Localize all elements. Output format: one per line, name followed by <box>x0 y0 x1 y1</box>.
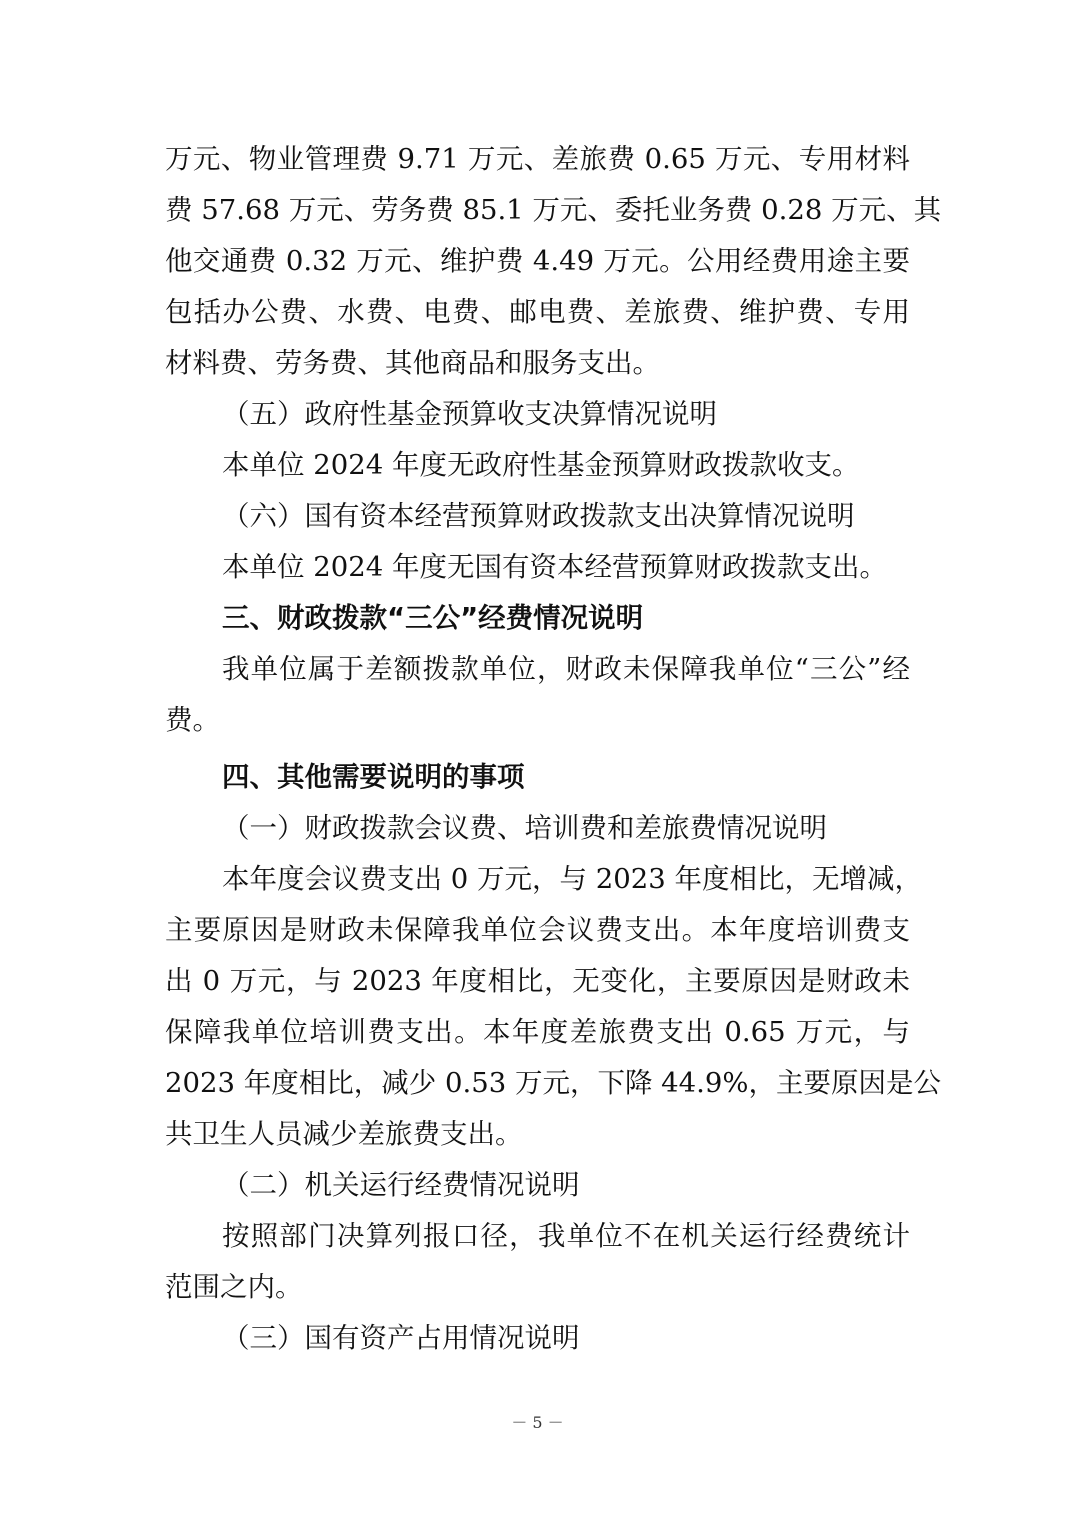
section-heading-3: （三）国有资产占用情况说明 <box>222 1322 580 1354</box>
paragraph-line: 保障我单位培训费支出。本年度差旅费支出 0.65 万元，与 <box>165 1016 910 1048</box>
section-heading-1: （一）财政拨款会议费、培训费和差旅费情况说明 <box>222 812 827 844</box>
paragraph-line: 材料费、劳务费、其他商品和服务支出。 <box>165 347 660 379</box>
section-heading-5: （五）政府性基金预算收支决算情况说明 <box>222 398 717 430</box>
main-heading-3: 三、财政拨款“三公”经费情况说明 <box>222 602 644 634</box>
paragraph-line: 范围之内。 <box>165 1271 303 1303</box>
paragraph-line: 费 57.68 万元、劳务费 85.1 万元、委托业务费 0.28 万元、其 <box>165 194 942 226</box>
paragraph-line: 他交通费 0.32 万元、维护费 4.49 万元。公用经费用途主要 <box>165 245 910 277</box>
paragraph-line: 包括办公费、水费、电费、邮电费、差旅费、维护费、专用 <box>165 296 910 328</box>
section-heading-2: （二）机关运行经费情况说明 <box>222 1169 580 1201</box>
paragraph-line: 费。 <box>165 704 220 736</box>
paragraph-line: 出 0 万元，与 2023 年度相比，无变化，主要原因是财政未 <box>165 965 910 997</box>
paragraph-line: 我单位属于差额拨款单位，财政未保障我单位“三公”经 <box>222 653 910 685</box>
paragraph-line: 本单位 2024 年度无国有资本经营预算财政拨款支出。 <box>222 551 887 583</box>
paragraph-line: 共卫生人员减少差旅费支出。 <box>165 1118 523 1150</box>
paragraph-line: 按照部门决算列报口径，我单位不在机关运行经费统计 <box>222 1220 910 1252</box>
paragraph-line: 万元、物业管理费 9.71 万元、差旅费 0.65 万元、专用材料 <box>165 143 910 175</box>
document-body <box>165 134 942 1364</box>
paragraph-line: 主要原因是财政未保障我单位会议费支出。本年度培训费支 <box>165 914 910 946</box>
page-number: － 5 － <box>511 1413 564 1432</box>
paragraph-line: 2023 年度相比，减少 0.53 万元，下降 44.9%，主要原因是公 <box>165 1067 942 1099</box>
main-heading-4: 四、其他需要说明的事项 <box>222 761 525 793</box>
paragraph-line: 本单位 2024 年度无政府性基金预算财政拨款收支。 <box>222 449 860 481</box>
paragraph-line: 本年度会议费支出 0 万元，与 2023 年度相比，无增减， <box>222 863 922 895</box>
section-heading-6: （六）国有资本经营预算财政拨款支出决算情况说明 <box>222 500 855 532</box>
